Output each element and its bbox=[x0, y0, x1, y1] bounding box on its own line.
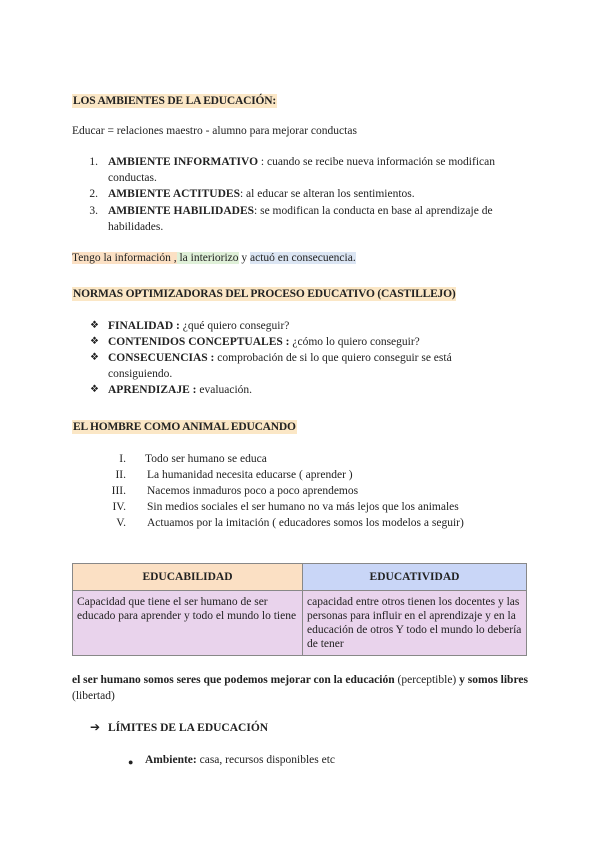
list-item bbox=[108, 186, 415, 202]
table-header-row bbox=[73, 564, 527, 591]
roman-number: II. bbox=[115, 469, 126, 481]
list-item-continuation: consiguiendo. bbox=[108, 368, 173, 380]
list-item bbox=[108, 318, 289, 334]
section-title-text: LOS AMBIENTES DE LA EDUCACIÓN: bbox=[73, 95, 276, 107]
highlight-green: la interiorizo bbox=[176, 252, 239, 264]
item-term: AMBIENTE INFORMATIVO bbox=[108, 156, 259, 168]
diamond-bullet-icon: ❖ bbox=[90, 336, 99, 347]
item-desc: : se modifican la conducta en base al aprendizaje de bbox=[254, 205, 493, 217]
item-desc: ¿qué quiero conseguir? bbox=[179, 320, 290, 332]
item-term: APRENDIZAJE : bbox=[108, 384, 197, 396]
plain-text: y bbox=[238, 252, 251, 264]
diamond-bullet-icon: ❖ bbox=[90, 384, 99, 395]
list-item-continuation: conductas. bbox=[108, 172, 157, 184]
list-item: Actuamos por la imitación ( educadores somos los modelos a seguir) bbox=[147, 517, 464, 529]
list-number: 2. bbox=[89, 188, 98, 200]
diamond-bullet-icon: ❖ bbox=[90, 320, 99, 331]
list-item-continuation: habilidades. bbox=[108, 221, 164, 233]
list-item bbox=[145, 752, 335, 768]
intro-text: Educar = relaciones maestro - alumno para mejorar conductas bbox=[72, 125, 357, 137]
closing-bold: el ser humano somos seres que podemos mejorar con la educación bbox=[72, 674, 395, 686]
list-item bbox=[108, 334, 420, 350]
highlight-sentence bbox=[72, 250, 356, 266]
diamond-bullet-icon: ❖ bbox=[90, 352, 99, 363]
circle-bullet-icon: ● bbox=[128, 757, 134, 767]
roman-number: III. bbox=[111, 485, 126, 497]
item-desc: evaluación. bbox=[196, 384, 253, 396]
item-desc: casa, recursos disponibles etc bbox=[196, 754, 336, 766]
arrow-right-icon: ➔ bbox=[90, 720, 101, 734]
roman-number: I. bbox=[119, 453, 126, 465]
table-cell-educatividad: capacidad entre otros tienen los docentes y las personas para influir en el aprendizaje y en la educación de otros Y todo el mundo lo debería de tener bbox=[303, 591, 527, 656]
educabilidad-table bbox=[72, 563, 527, 656]
list-item: Sin medios sociales el ser humano no va más lejos que los animales bbox=[147, 501, 459, 513]
table-row bbox=[73, 591, 527, 656]
list-number: 3. bbox=[89, 205, 98, 217]
section-title-hombre bbox=[72, 417, 297, 435]
table-header-educatividad: EDUCATIVIDAD bbox=[303, 564, 527, 591]
section-title-text: EL HOMBRE COMO ANIMAL EDUCANDO bbox=[73, 421, 296, 433]
closing-text: (perceptible) bbox=[394, 674, 460, 686]
roman-number: V. bbox=[116, 517, 126, 529]
section-title-text: NORMAS OPTIMIZADORAS DEL PROCESO EDUCATIVO (CASTILLEJO) bbox=[73, 288, 456, 300]
item-term: Ambiente: bbox=[145, 754, 197, 766]
closing-text: (libertad) bbox=[72, 690, 115, 702]
list-number: 1. bbox=[89, 156, 98, 168]
list-item bbox=[108, 350, 528, 366]
item-term: CONSECUENCIAS : bbox=[108, 352, 215, 364]
item-desc: comprobación de si lo que quiero conseguir se está bbox=[214, 352, 452, 364]
highlight-peach: Tengo la información , bbox=[72, 252, 177, 264]
section-title-ambientes bbox=[72, 91, 277, 109]
item-desc: : cuando se recibe nueva información se modifican bbox=[258, 156, 495, 168]
item-term: FINALIDAD : bbox=[108, 320, 180, 332]
table-cell-educabilidad: Capacidad que tiene el ser humano de ser educado para aprender y todo el mundo lo tiene bbox=[73, 591, 303, 656]
item-term: CONTENIDOS CONCEPTUALES : bbox=[108, 336, 290, 348]
list-item: La humanidad necesita educarse ( aprender ) bbox=[147, 469, 353, 481]
list-item: Nacemos inmaduros poco a poco aprendemos bbox=[147, 485, 359, 497]
item-term: AMBIENTE ACTITUDES bbox=[108, 188, 240, 200]
roman-number: IV. bbox=[112, 501, 126, 513]
list-item bbox=[108, 382, 252, 398]
section-title-limites: LÍMITES DE LA EDUCACIÓN bbox=[108, 722, 269, 734]
item-term: AMBIENTE HABILIDADES bbox=[108, 205, 255, 217]
highlight-blue: actuó en consecuencia. bbox=[250, 252, 356, 264]
section-title-normas bbox=[72, 284, 456, 302]
closing-paragraph bbox=[72, 672, 532, 704]
list-item bbox=[108, 203, 528, 219]
list-item: Todo ser humano se educa bbox=[145, 453, 267, 465]
table-header-educabilidad: EDUCABILIDAD bbox=[73, 564, 303, 591]
list-item bbox=[108, 154, 528, 170]
closing-bold: y somos libres bbox=[459, 674, 528, 686]
item-desc: ¿cómo lo quiero conseguir? bbox=[289, 336, 420, 348]
item-desc: : al educar se alteran los sentimientos. bbox=[239, 188, 415, 200]
